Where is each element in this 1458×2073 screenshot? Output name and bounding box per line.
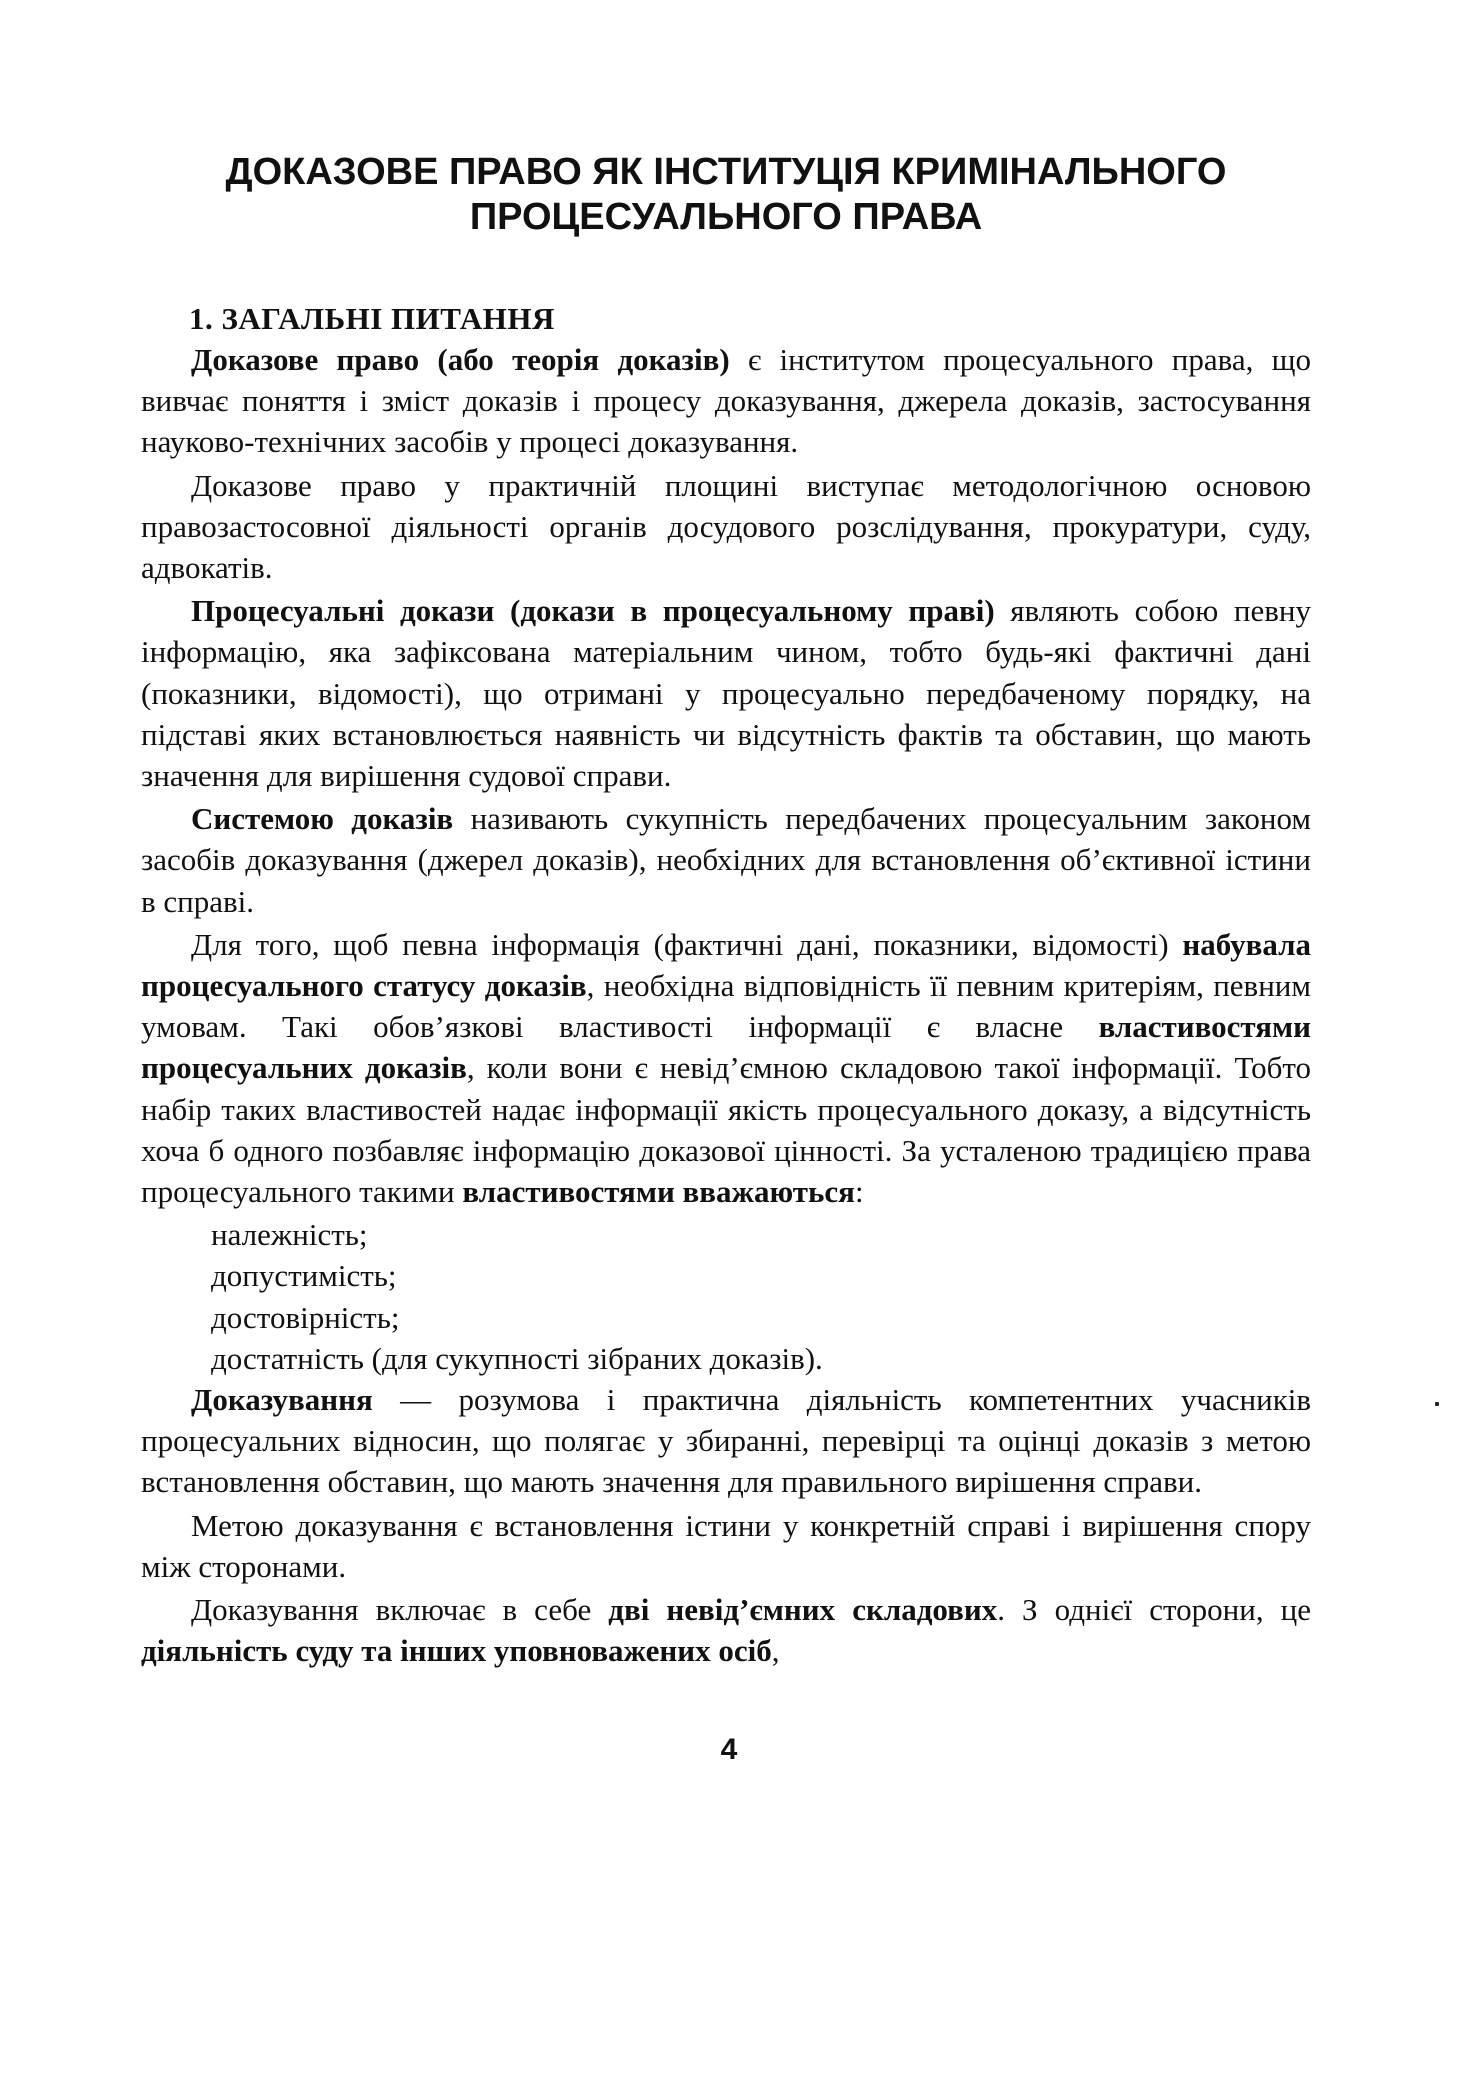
paragraph-text: Доказування включає в себе xyxy=(191,1592,609,1628)
list-item: належність; xyxy=(211,1217,368,1253)
term-evidence-law: Доказове право (або теорія доказів) xyxy=(191,342,730,377)
term-proving: Доказування xyxy=(191,1382,373,1418)
paragraph-proving xyxy=(141,1379,1311,1503)
section-heading: 1. ЗАГАЛЬНІ ПИТАННЯ xyxy=(189,301,555,336)
text-column xyxy=(141,150,1311,1672)
paragraph-text: є інститутом процесуального права, що вивчає поняття і зміст доказів і процесу доказування, джерела доказів, застосування науково-технічних засобів у процесі доказування. xyxy=(141,342,1311,460)
title-line-1: ДОКАЗОВЕ ПРАВО ЯК ІНСТИТУЦІЯ КРИМІНАЛЬНОГО xyxy=(225,151,1227,193)
paragraph-evidence-status xyxy=(141,924,1311,1212)
paragraph-text: , необхідна відповідність її певним критеріям, певним умовам. Такі обов’язкові властивості інформації є власне xyxy=(141,968,1311,1045)
scan-artifact xyxy=(1435,1402,1439,1406)
paragraph-proving-goal xyxy=(141,1505,1311,1587)
paragraph-text: , коли вони є невід’ємною складовою такої інформації. Тобто набір таких властивостей надає інформації якість процесуального доказу, а відсутність хоча б одного позбавляє інформацію доказової цінності. За усталеною традицією права процесуального такими xyxy=(141,1050,1311,1210)
paragraph-procedural-evidence xyxy=(141,590,1311,796)
list-item: достатність (для сукупності зібраних доказів). xyxy=(211,1340,823,1376)
properties-list xyxy=(141,1214,1311,1379)
title-line-2: ПРОЦЕСУАЛЬНОГО ПРАВА xyxy=(469,196,983,238)
term-evidence-properties: властивостями процесуальних доказів xyxy=(141,1009,1311,1086)
paragraph-text: Для того, щоб певна інформація (фактичні дані, показники, відомості) xyxy=(191,926,1183,962)
term-procedural-evidence: Процесуальні докази (докази в процесуальному праві) xyxy=(191,593,995,629)
page-number: 4 xyxy=(720,1732,738,1766)
paragraph-evidence-law xyxy=(141,339,1311,463)
term-evidence-system: Системою доказів xyxy=(191,801,454,837)
paragraph-practical-plane xyxy=(141,465,1311,589)
term-evidence-status: набувала процесуального статусу доказів xyxy=(141,926,1311,1004)
list-item: допустимість; xyxy=(211,1258,397,1294)
term-court-activity: діяльність суду та інших уповноважених осіб xyxy=(141,1633,772,1669)
paragraph-text: , xyxy=(771,1633,780,1669)
term-properties-considered: властивостями вважаються xyxy=(462,1174,855,1210)
paragraph-text: Метою доказування є встановлення істини у конкретній справі і вирішення спору між сторонами. xyxy=(141,1507,1311,1584)
document-title xyxy=(141,150,1311,240)
paragraph-text: — розумова і практична діяльність компетентних учасників процесуальних відносин, що полягає у збиранні, перевірці та оцінці доказів з метою встановлення обставин, що мають значення для правильного вирішення справи. xyxy=(141,1382,1311,1500)
term-two-components: дві невід’ємних складових xyxy=(608,1592,998,1628)
paragraph-text: : xyxy=(854,1174,864,1210)
paragraph-text: називають сукупність передбачених процесуальним законом засобів доказування (джерел доказів), необхідних для встановлення об’єктивної істини в справі. xyxy=(141,801,1311,919)
paragraph-proving-components xyxy=(141,1589,1311,1671)
paragraph-evidence-system xyxy=(141,798,1311,922)
document-body xyxy=(141,339,1311,1672)
paragraph-text: Доказове право у практичній площині виступає методологічною основою правозастосовної діяльності органів досудового розслідування, прокуратури, суду, адвокатів. xyxy=(141,467,1311,586)
paragraph-text: являють собою певну інформацію, яка зафіксована матеріальним чином, тобто будь-які фактичні дані (показники, відомості), що отримані у процесуально передбаченому порядку, на підставі яких встановлюється наявність чи відсутність фактів та обставин, що мають значення для вирішення судової справи. xyxy=(141,593,1311,794)
list-item: достовірність; xyxy=(211,1299,400,1335)
paragraph-text: . З однієї сторони, це xyxy=(997,1592,1311,1628)
